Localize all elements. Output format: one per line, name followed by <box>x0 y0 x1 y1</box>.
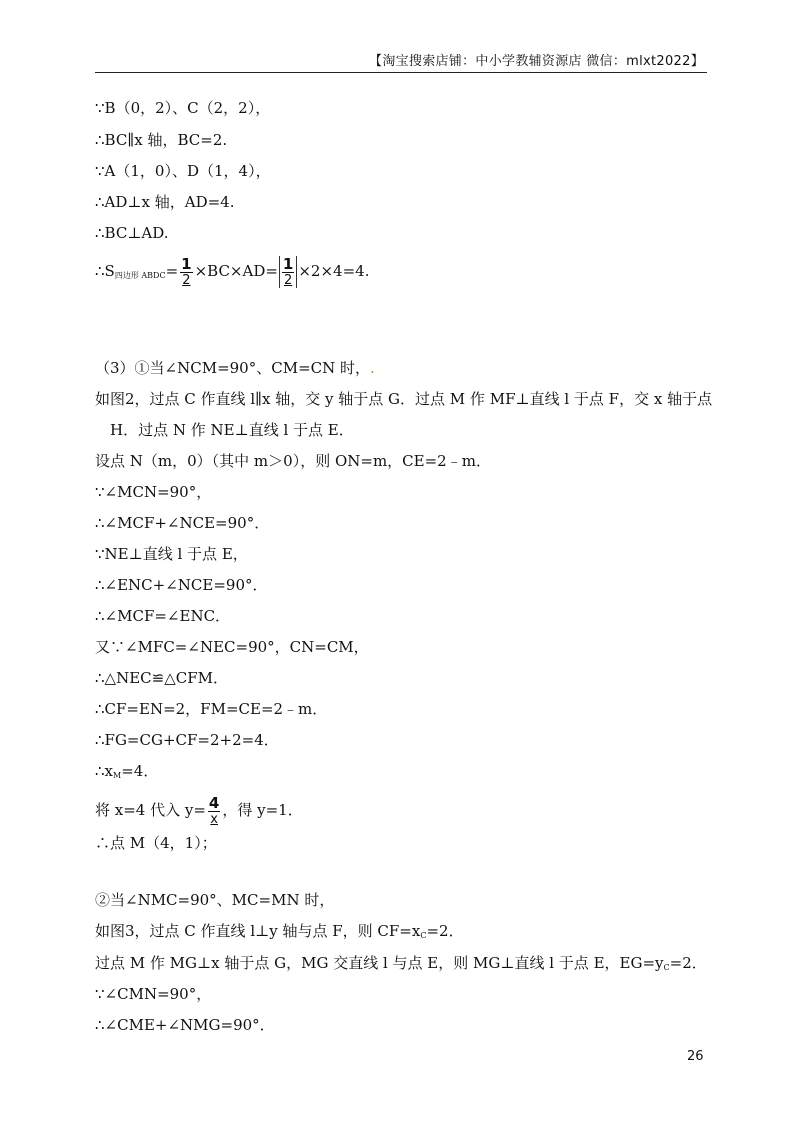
text-line: ∵B（0，2）、C（2，2）， <box>95 99 271 117</box>
line-subscript: C <box>420 931 427 940</box>
text-line: ∴∠CME+∠NMG=90°． <box>95 1016 275 1034</box>
area-formula-line <box>95 256 369 288</box>
line-suffix: =2． <box>669 954 707 972</box>
text-line: ∵A（1，0）、D（1，4）， <box>95 162 271 180</box>
fraction-half <box>279 256 297 288</box>
line-prefix: 如图3，过点 C 作直线 l⊥y 轴与点 F，则 CF=x <box>95 922 421 940</box>
formula-equals: = <box>165 262 179 280</box>
formula-tail: ×2×4=4. <box>298 262 370 280</box>
text-line: 设点 N（m，0）（其中 m＞0），则 ON=m，CE=2﹣m． <box>95 452 491 470</box>
line-suffix: =4． <box>121 762 159 780</box>
page-number: 26 <box>687 1049 704 1064</box>
line-prefix: 过点 M 作 MG⊥x 轴于点 G，MG 交直线 l 与点 E，则 MG⊥直线 l 于点 E，EG=y <box>95 954 664 972</box>
header-divider <box>95 72 707 73</box>
text-line: ∴∠MCF+∠NCE=90°． <box>95 514 270 532</box>
line-prefix: 将 x=4 代入 y= <box>95 801 206 819</box>
text-line: ∴CF=EN=2，FM=CE=2﹣m． <box>95 700 328 718</box>
text-line: 如图2，过点 C 作直线 l∥x 轴，交 y 轴于点 G．过点 M 作 MF⊥直线 l 于点 F，交 x 轴于点 <box>95 390 713 408</box>
text-line <box>95 359 375 377</box>
line-suffix: ，得 y=1． <box>222 801 303 819</box>
line-suffix: =2． <box>426 922 464 940</box>
page-header: 【淘宝搜索店铺：中小学教辅资源店 微信：mlxt2022】 <box>369 54 704 69</box>
fraction-numerator: 4 <box>208 794 220 812</box>
fraction-numerator: 1 <box>181 255 192 273</box>
text-line: ∵∠MCN=90°， <box>95 483 212 501</box>
fraction-denominator: 2 <box>284 273 293 288</box>
fraction-denominator: 2 <box>182 273 191 288</box>
formula-prefix: ∴S <box>95 262 115 280</box>
text-line: ∵∠CMN=90°， <box>95 985 212 1003</box>
formula-middle: ×BC×AD= <box>194 262 278 280</box>
text-line: ∴FG=CG+CF=2+2=4． <box>95 731 279 749</box>
line-prefix: ∴x <box>95 762 114 780</box>
text-line: ∴点 M（4，1）； <box>95 834 217 852</box>
text-line: ∴BC∥x 轴，BC=2. <box>95 131 228 149</box>
case-heading: （3）①当∠NCM=90°、CM=CN 时， <box>95 359 371 377</box>
fraction-4-over-x <box>207 795 221 827</box>
formula-subscript: 四边形 ABDC <box>114 271 166 280</box>
text-line <box>95 795 303 827</box>
text-line: ∴BC⊥AD. <box>95 224 169 242</box>
text-line <box>95 954 707 977</box>
highlight-dot: . <box>370 359 375 377</box>
text-line <box>95 922 464 945</box>
text-line: ②当∠NMC=90°、MC=MN 时， <box>95 891 335 909</box>
text-line: ∴△NEC≌△CFM． <box>95 669 228 687</box>
text-line: ∴∠ENC+∠NCE=90°． <box>95 576 268 594</box>
fraction-numerator: 1 <box>282 255 294 273</box>
text-line: ∴AD⊥x 轴，AD=4. <box>95 193 235 211</box>
line-subscript: M <box>113 771 122 780</box>
text-line: ∵NE⊥直线 l 于点 E， <box>95 545 248 563</box>
text-line: ∴∠MCF=∠ENC． <box>95 607 231 625</box>
fraction-half <box>179 256 193 288</box>
fraction-denominator: x <box>210 812 218 827</box>
line-subscript: C <box>663 963 670 972</box>
text-line: 又∵∠MFC=∠NEC=90°，CN=CM， <box>95 638 369 656</box>
text-line: H．过点 N 作 NE⊥直线 l 于点 E． <box>110 421 354 439</box>
text-line <box>95 762 158 785</box>
